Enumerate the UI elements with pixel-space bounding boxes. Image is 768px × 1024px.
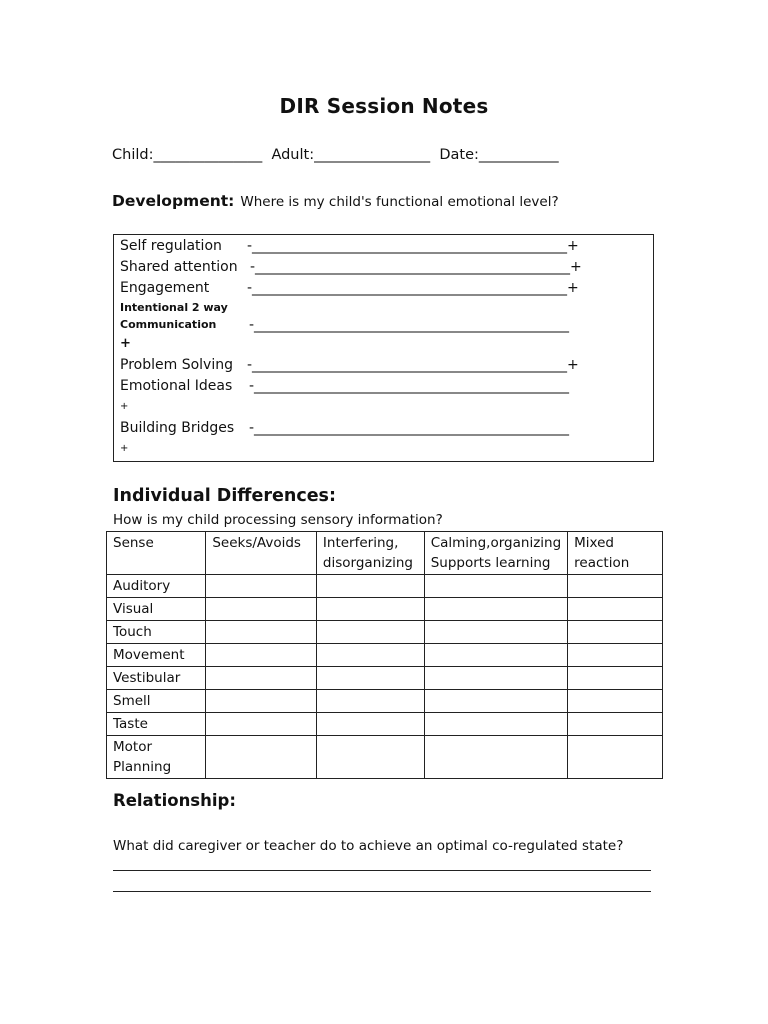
header-calming-line1: Calming,organizing xyxy=(430,535,562,551)
sense-taste: Taste xyxy=(107,713,206,736)
dev-label-intentional: Intentional 2 way xyxy=(120,301,228,314)
sensory-table xyxy=(106,531,663,779)
header-calming xyxy=(424,532,567,575)
cell[interactable] xyxy=(316,736,424,779)
dev-label-self-regulation: Self regulation xyxy=(120,238,222,254)
development-question: Where is my child's functional emotional level? xyxy=(240,194,559,210)
sense-visual: Visual xyxy=(107,598,206,621)
dev-line-emotional-ideas[interactable]: -_____________________________________________ xyxy=(249,378,570,394)
sense-movement: Movement xyxy=(107,644,206,667)
table-row xyxy=(107,736,663,779)
sense-vestibular: Vestibular xyxy=(107,667,206,690)
cell[interactable] xyxy=(424,713,567,736)
sensory-header-row xyxy=(107,532,663,575)
header-interfering xyxy=(316,532,424,575)
dev-label-engagement: Engagement xyxy=(120,280,210,296)
sense-motor-planning-text: Motor Planning xyxy=(113,739,172,775)
development-box xyxy=(113,234,654,462)
header-calming-line2: Supports learning xyxy=(430,555,551,571)
date-field[interactable]: Date:___________ xyxy=(439,147,559,163)
cell[interactable] xyxy=(568,690,663,713)
cell[interactable] xyxy=(206,690,317,713)
cell[interactable] xyxy=(316,713,424,736)
header-sense xyxy=(107,532,206,575)
session-info-line xyxy=(112,147,559,163)
dev-line-shared-attention[interactable]: -_____________________________________________+ xyxy=(250,259,582,275)
table-row xyxy=(107,575,663,598)
cell[interactable] xyxy=(206,598,317,621)
table-row xyxy=(107,644,663,667)
relationship-question: What did caregiver or teacher do to achieve an optimal co-regulated state? xyxy=(113,838,624,854)
dev-label-communication: Communication xyxy=(120,318,217,331)
dev-line-communication[interactable]: -_____________________________________________ xyxy=(249,317,570,333)
header-sense-text: Sense xyxy=(113,535,154,551)
cell[interactable] xyxy=(316,598,424,621)
cell[interactable] xyxy=(206,667,317,690)
cell[interactable] xyxy=(424,736,567,779)
relationship-answer-line-2[interactable] xyxy=(113,891,651,892)
dev-line-self-regulation[interactable]: -_____________________________________________+ xyxy=(247,238,579,254)
cell[interactable] xyxy=(206,713,317,736)
cell[interactable] xyxy=(206,644,317,667)
cell[interactable] xyxy=(316,644,424,667)
cell[interactable] xyxy=(568,598,663,621)
cell[interactable] xyxy=(316,690,424,713)
dev-plus-emotional-ideas: + xyxy=(120,401,129,412)
development-heading: Development: xyxy=(112,192,235,210)
cell[interactable] xyxy=(424,575,567,598)
cell[interactable] xyxy=(316,575,424,598)
cell[interactable] xyxy=(316,667,424,690)
child-field[interactable]: Child:_______________ xyxy=(112,147,263,163)
individual-differences-question: How is my child processing sensory information? xyxy=(113,512,443,528)
cell[interactable] xyxy=(206,736,317,779)
cell[interactable] xyxy=(424,598,567,621)
table-row xyxy=(107,598,663,621)
header-mixed-line2: reaction xyxy=(574,555,630,571)
cell[interactable] xyxy=(424,644,567,667)
cell[interactable] xyxy=(568,644,663,667)
table-row xyxy=(107,667,663,690)
cell[interactable] xyxy=(206,621,317,644)
table-row xyxy=(107,713,663,736)
relationship-answer-line-1[interactable] xyxy=(113,870,651,871)
header-mixed xyxy=(568,532,663,575)
header-interfering-line1: Interfering, xyxy=(322,535,399,551)
dev-label-problem-solving: Problem Solving xyxy=(120,357,233,373)
sense-auditory: Auditory xyxy=(107,575,206,598)
cell[interactable] xyxy=(568,621,663,644)
sense-touch: Touch xyxy=(107,621,206,644)
header-interfering-line2: disorganizing xyxy=(322,555,413,571)
page-title: DIR Session Notes xyxy=(279,94,489,118)
cell[interactable] xyxy=(424,690,567,713)
dev-line-building-bridges[interactable]: -_____________________________________________ xyxy=(249,420,570,436)
cell[interactable] xyxy=(424,621,567,644)
dev-label-shared-attention: Shared attention xyxy=(120,259,238,275)
cell[interactable] xyxy=(568,575,663,598)
dev-label-building-bridges: Building Bridges xyxy=(120,420,235,436)
header-seeks-avoids xyxy=(206,532,317,575)
dev-plus-communication: + xyxy=(120,336,131,351)
dev-line-problem-solving[interactable]: -_____________________________________________+ xyxy=(247,357,579,373)
header-seeks-avoids-text: Seeks/Avoids xyxy=(212,535,301,551)
header-mixed-line1: Mixed xyxy=(574,535,615,551)
cell[interactable] xyxy=(206,575,317,598)
dev-plus-building-bridges: + xyxy=(120,443,129,454)
dev-line-engagement[interactable]: -_____________________________________________+ xyxy=(247,280,579,296)
cell[interactable] xyxy=(568,713,663,736)
cell[interactable] xyxy=(316,621,424,644)
adult-field[interactable]: Adult:________________ xyxy=(271,147,431,163)
sense-smell: Smell xyxy=(107,690,206,713)
cell[interactable] xyxy=(424,667,567,690)
sense-motor-planning xyxy=(107,736,206,779)
table-row xyxy=(107,690,663,713)
relationship-heading: Relationship: xyxy=(113,791,236,810)
cell[interactable] xyxy=(568,736,663,779)
table-row xyxy=(107,621,663,644)
dev-label-emotional-ideas: Emotional Ideas xyxy=(120,378,233,394)
individual-differences-heading: Individual Differences: xyxy=(113,486,336,506)
development-heading-line xyxy=(112,192,559,210)
cell[interactable] xyxy=(568,667,663,690)
